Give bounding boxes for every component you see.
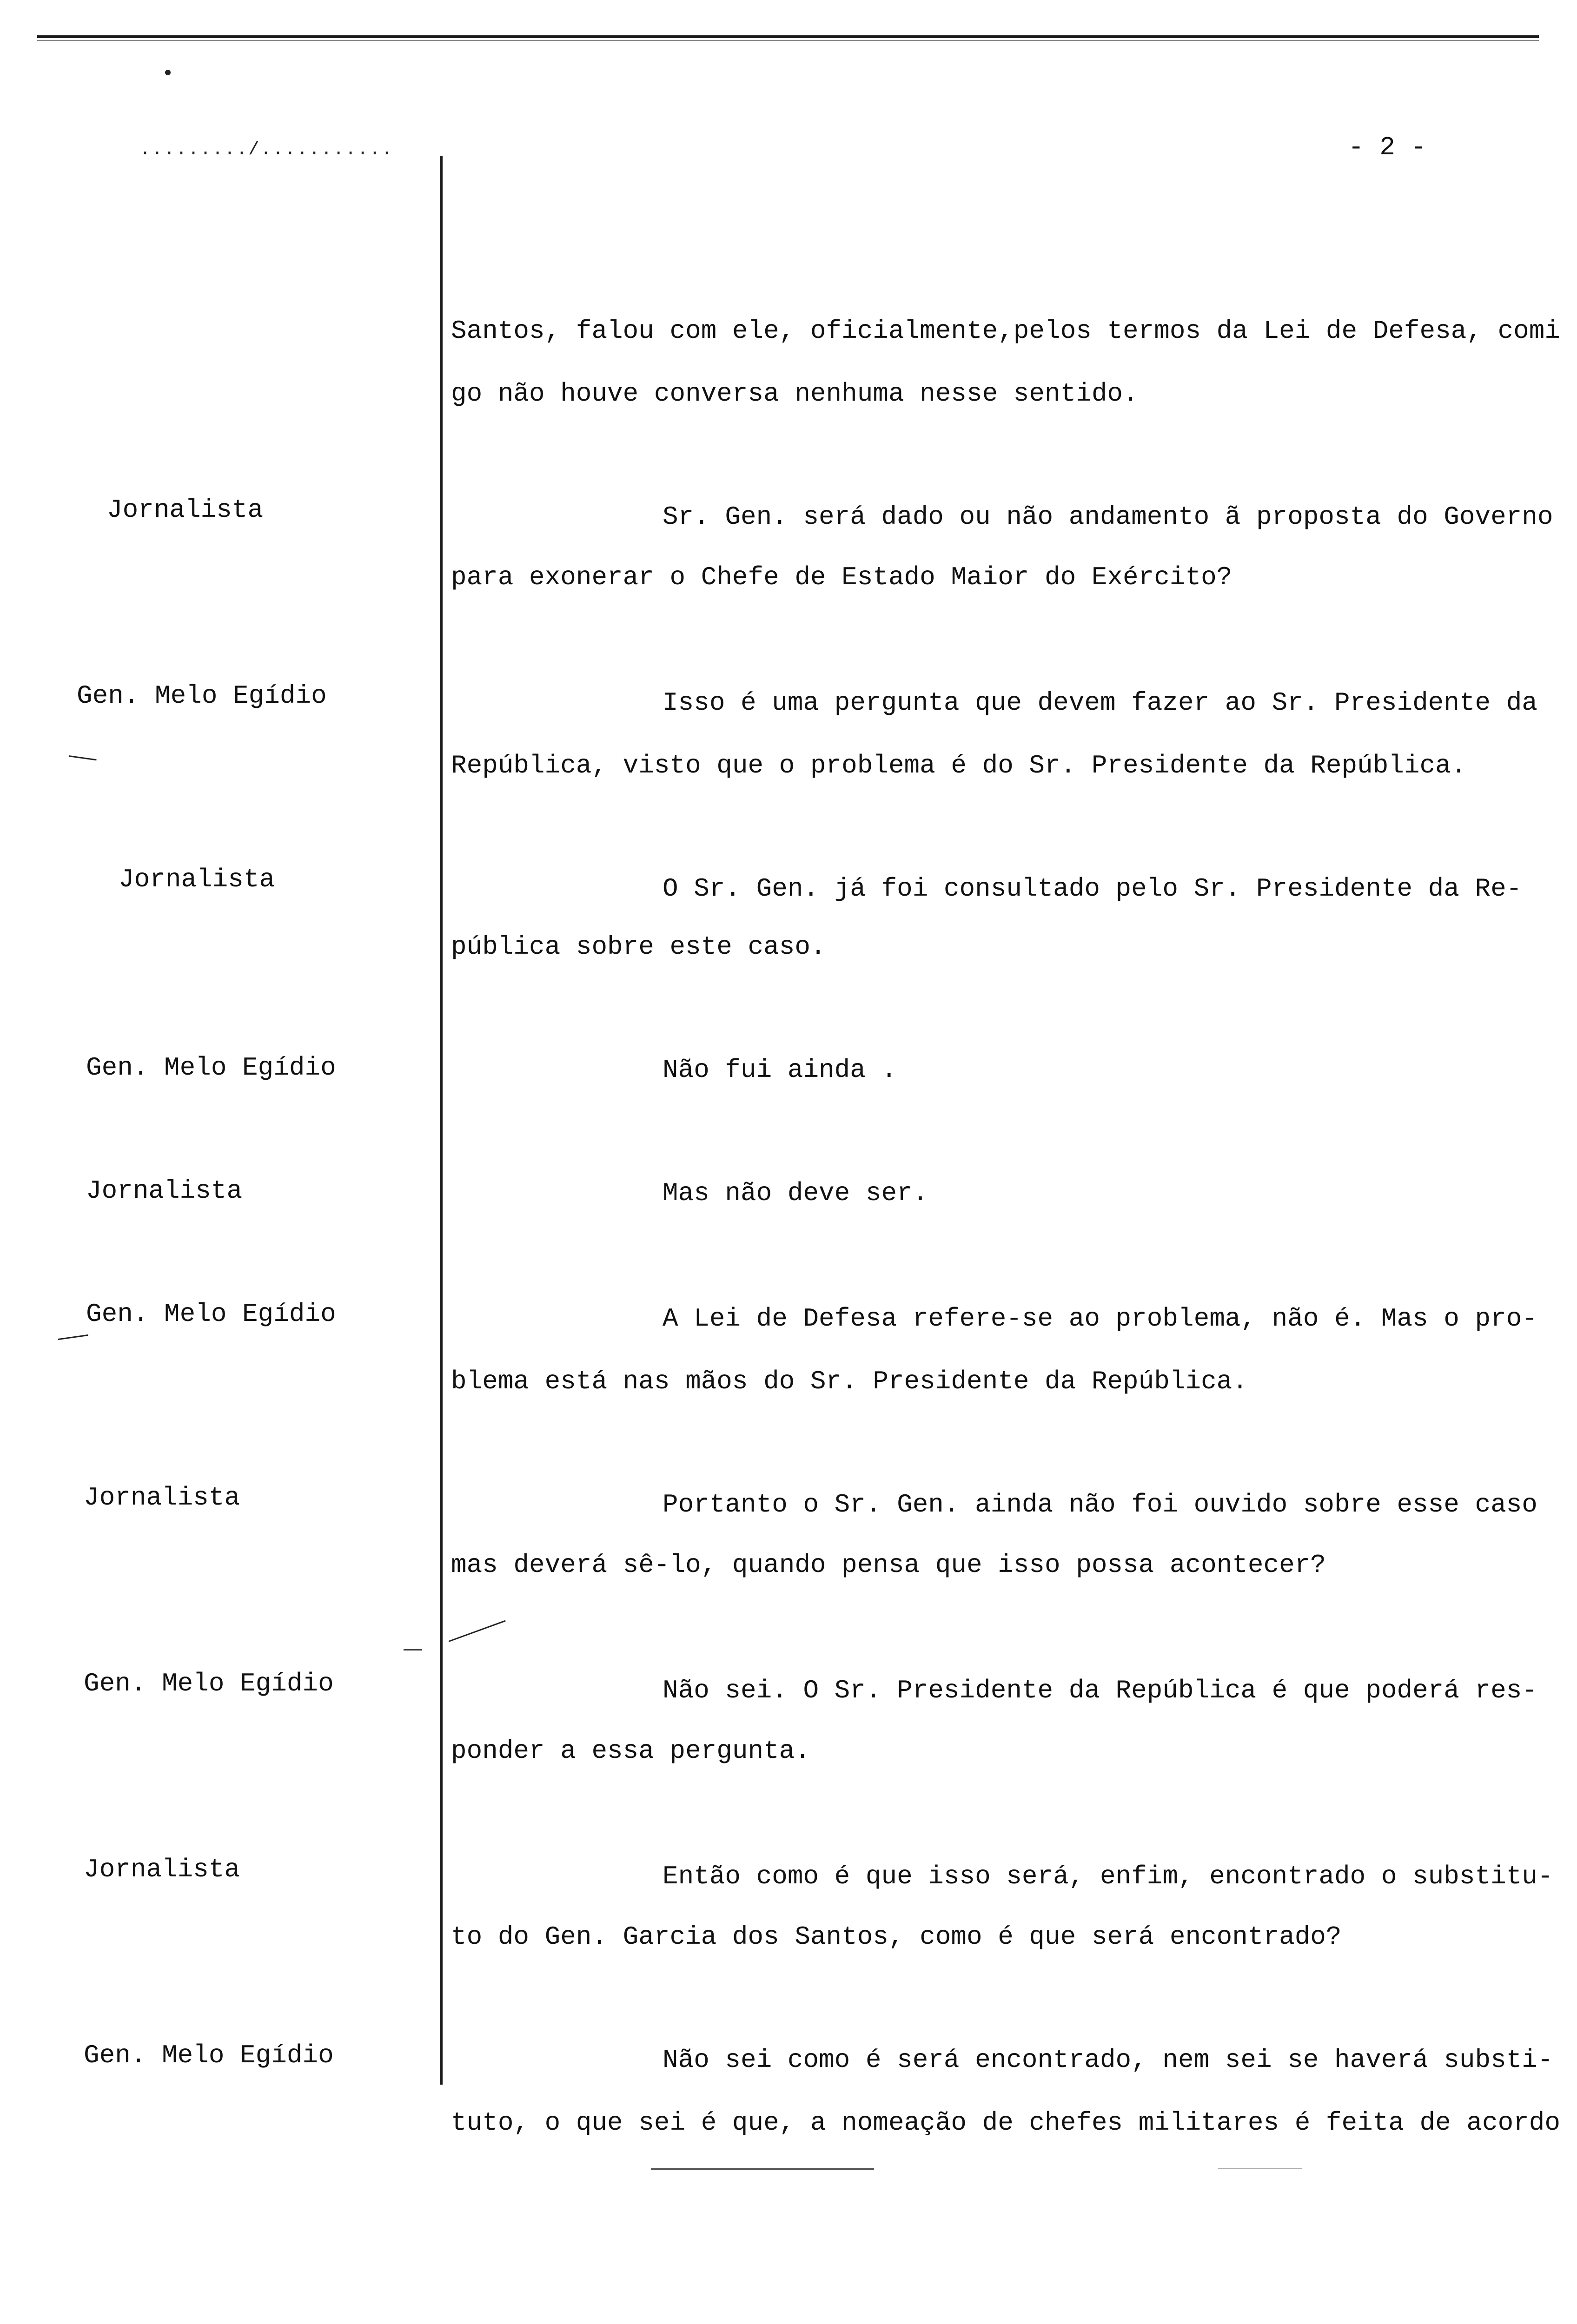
speaker-label: Jornalista: [119, 865, 275, 894]
speaker-label: Gen. Melo Egídio: [86, 1299, 336, 1329]
reference-mark: ........./...........: [139, 139, 394, 160]
speaker-label: Gen. Melo Egídio: [84, 1669, 334, 1698]
dialogue-line: Então como é que isso será, enfim, encontrado o substitu-: [663, 1862, 1553, 1891]
speaker-label: Gen. Melo Egídio: [77, 681, 327, 711]
speaker-label: Jornalista: [84, 1483, 240, 1512]
speaker-label: Jornalista: [86, 1176, 243, 1206]
dialogue-line: tuto, o que sei é que, a nomeação de chefes militares é feita de acordo: [451, 2108, 1560, 2138]
dialogue-line: Isso é uma pergunta que devem fazer ao Sr. Presidente da: [663, 688, 1537, 718]
pen-mark: [69, 755, 97, 760]
dialogue-line: O Sr. Gen. já foi consultado pelo Sr. Presidente da Re-: [663, 874, 1522, 904]
margin-dash: [404, 1649, 422, 1651]
pen-mark: [448, 1620, 505, 1642]
page-number: - 2 -: [1348, 132, 1427, 162]
dialogue-line: Sr. Gen. será dado ou não andamento ã proposta do Governo: [663, 502, 1553, 532]
dialogue-line: Não sei como é será encontrado, nem sei se haverá substi-: [663, 2045, 1553, 2075]
speaker-label: Gen. Melo Egídio: [86, 1053, 336, 1083]
dialogue-line: Não sei. O Sr. Presidente da República é que poderá res-: [663, 1676, 1537, 1705]
dialogue-line: Portanto o Sr. Gen. ainda não foi ouvido sobre esse caso: [663, 1490, 1537, 1519]
dialogue-line: to do Gen. Garcia dos Santos, como é que será encontrado?: [451, 1922, 1342, 1952]
bottom-rule-faint: [1218, 2168, 1302, 2169]
speaker-label: Jornalista: [84, 1855, 240, 1884]
dialogue-line: Santos, falou com ele, oficialmente,pelos termos da Lei de Defesa, comi: [451, 316, 1560, 346]
dialogue-line: go não houve conversa nenhuma nesse sentido.: [451, 379, 1139, 409]
top-rule: [37, 35, 1539, 38]
dialogue-line: para exonerar o Chefe de Estado Maior do Exército?: [451, 562, 1232, 592]
dialogue-line: blema está nas mãos do Sr. Presidente da República.: [451, 1367, 1248, 1396]
speaker-label: Gen. Melo Egídio: [84, 2040, 334, 2070]
dialogue-line: República, visto que o problema é do Sr. Presidente da República.: [451, 751, 1467, 780]
dialogue-line: Mas não deve ser.: [663, 1178, 928, 1208]
dialogue-line: ponder a essa pergunta.: [451, 1736, 810, 1766]
top-rule-shadow: [37, 40, 1539, 41]
pen-mark: [58, 1334, 88, 1340]
dialogue-line: pública sobre este caso.: [451, 932, 826, 962]
dialogue-line: A Lei de Defesa refere-se ao problema, não é. Mas o pro-: [663, 1304, 1537, 1334]
bottom-rule: [651, 2168, 874, 2170]
ink-dot: [165, 70, 171, 75]
dialogue-line: Não fui ainda .: [663, 1055, 897, 1085]
speaker-label: Jornalista: [107, 495, 264, 525]
dialogue-line: mas deverá sê-lo, quando pensa que isso possa acontecer?: [451, 1550, 1326, 1580]
column-divider: [440, 156, 443, 2085]
